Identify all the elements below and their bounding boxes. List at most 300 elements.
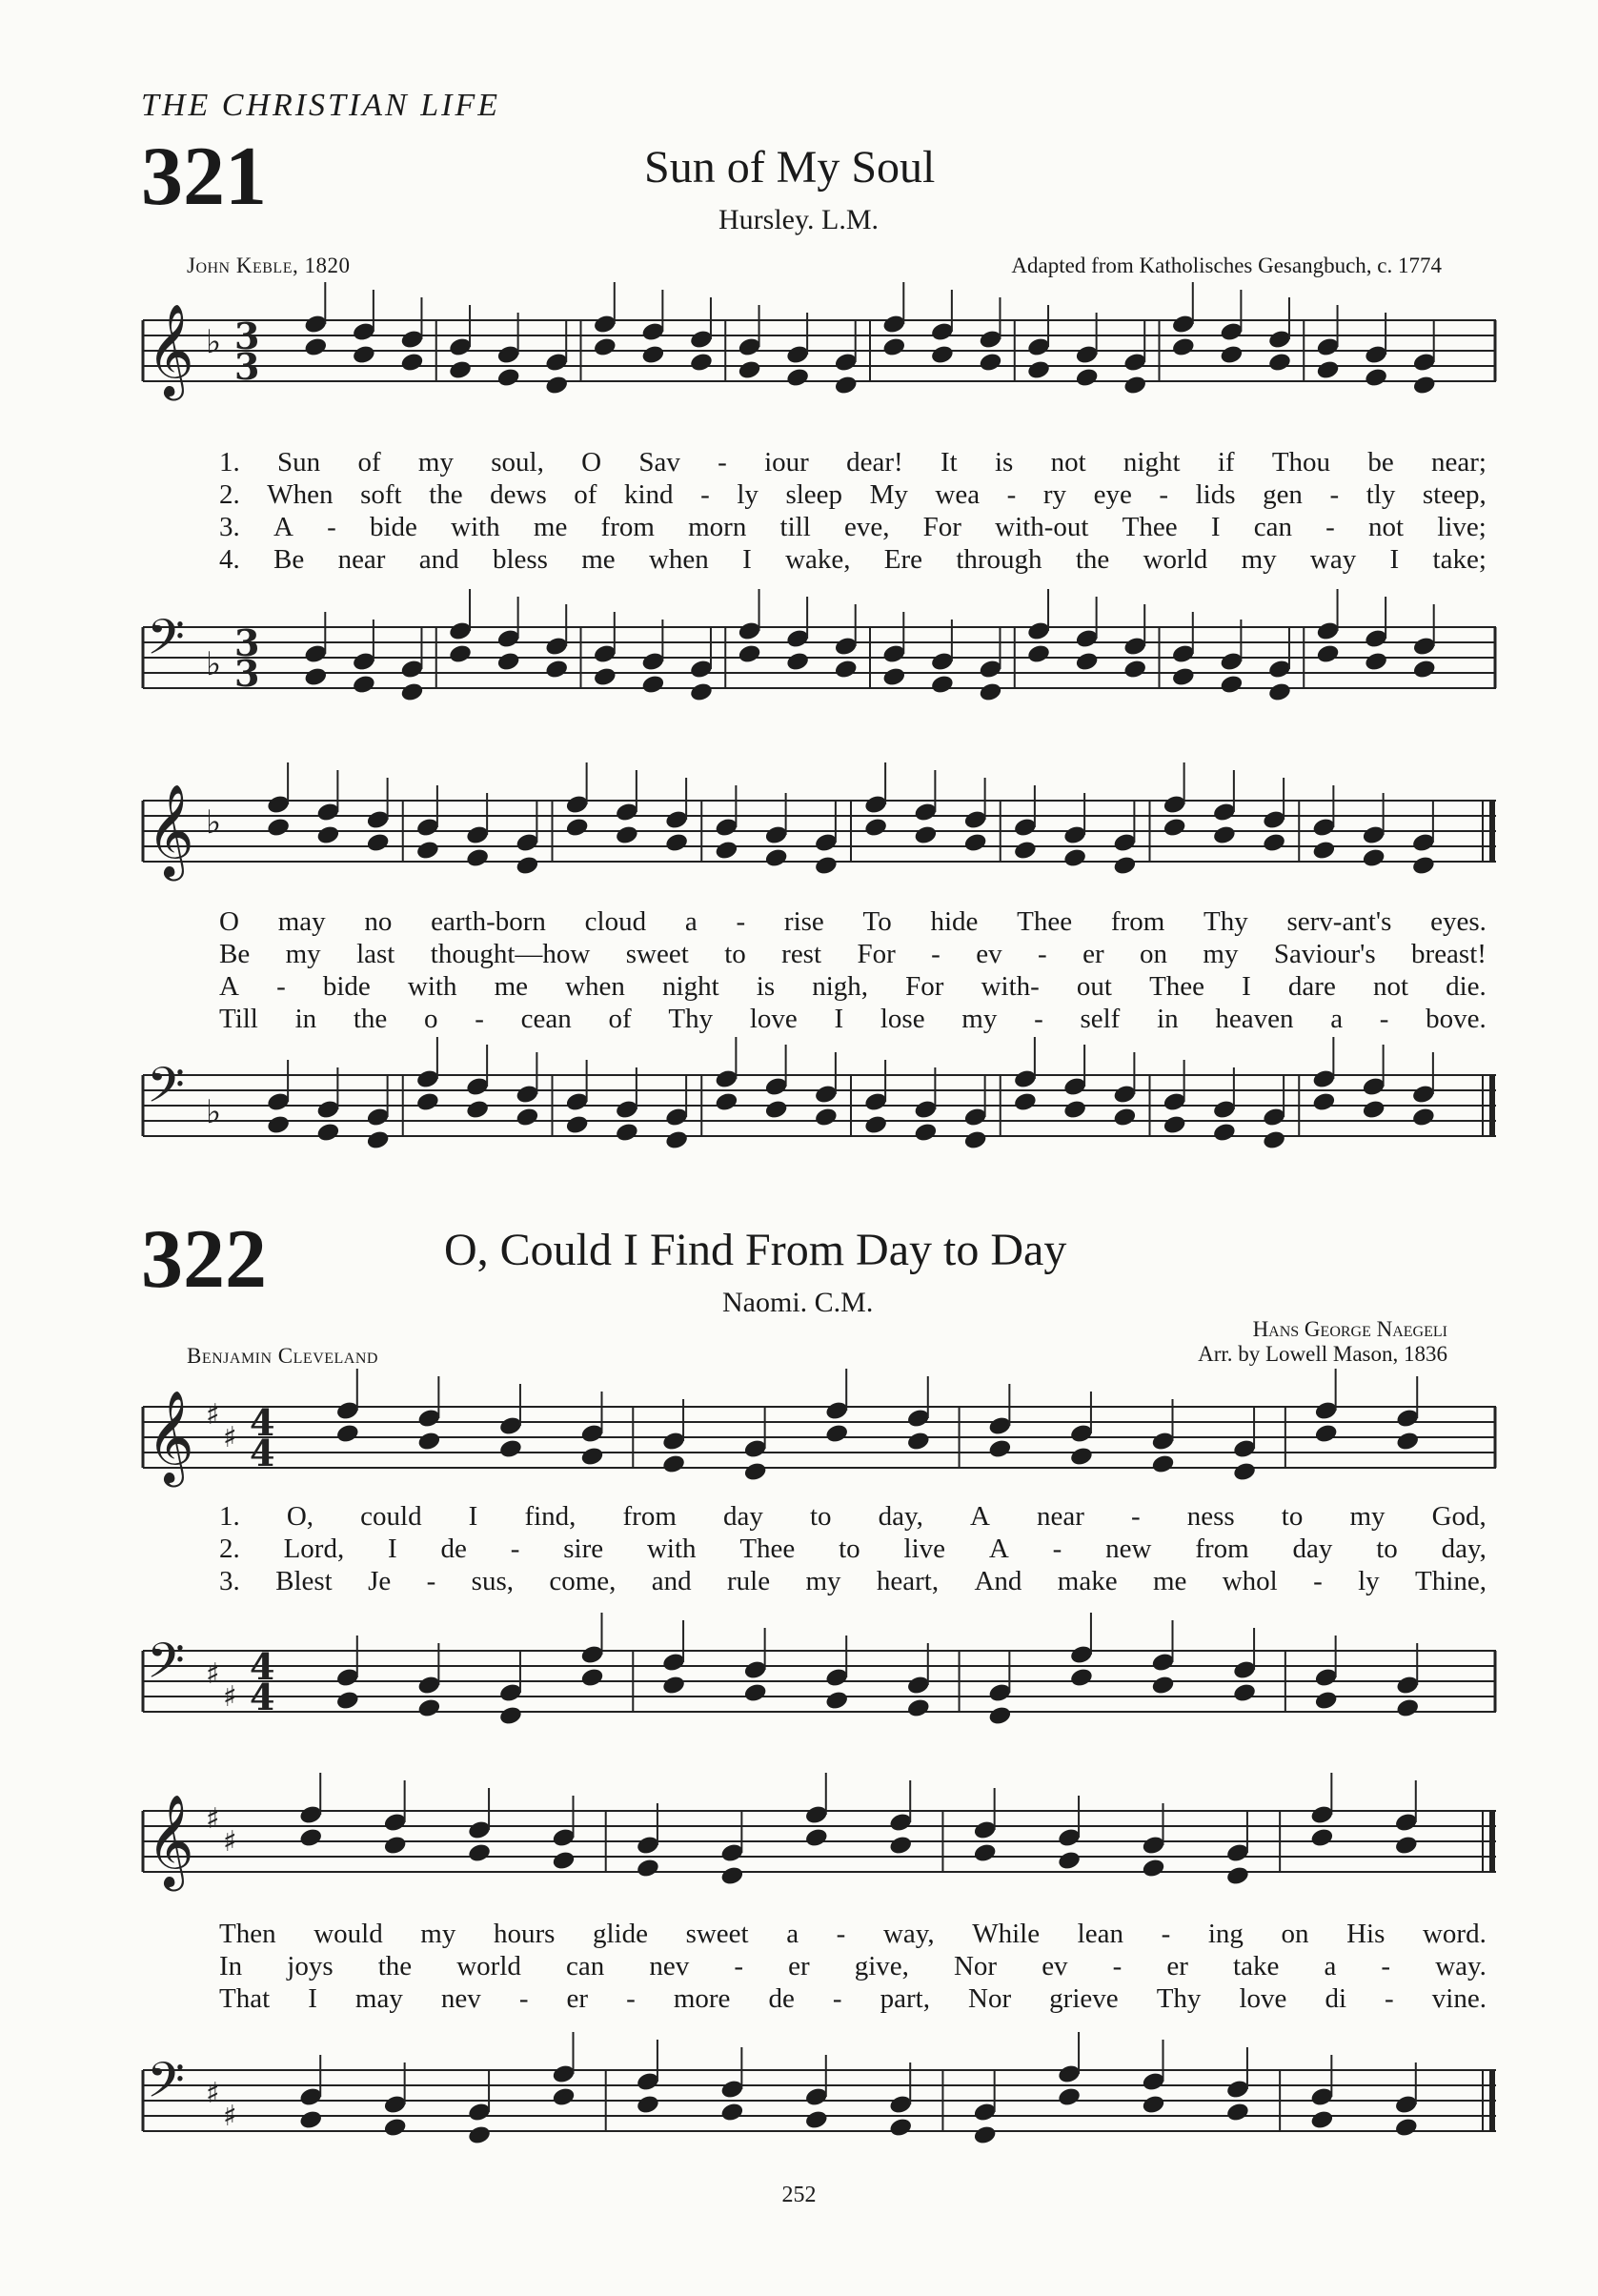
notehead [352,344,376,366]
lyric-word: glide [592,1919,648,1949]
notehead [978,352,1002,374]
staff-drawing [143,303,1496,398]
flat-icon: ♭ [206,323,222,361]
notehead [1069,1446,1094,1468]
lyrics-block [219,905,1487,1035]
lyrics-block [219,1500,1487,1597]
lyric-word: I [308,1983,317,2014]
lyric-word: 2. [219,1534,240,1564]
lyric-word: - [718,447,727,477]
lyric-word: live [903,1534,946,1564]
notehead [640,674,665,696]
lyric-word: lose [880,1004,925,1034]
sharp-icon: ♯ [223,1421,237,1454]
notehead [636,1858,660,1879]
lyric-word: to [839,1534,860,1564]
lyric-word: till [779,512,811,542]
notehead [1069,1667,1094,1689]
lyric-word: could [360,1501,422,1532]
lyric-word: Nor [968,1983,1012,2014]
lyric-word: nev [649,1951,690,1981]
lyric-word: ev [976,939,1002,969]
lyric-word: dare [1287,971,1336,1002]
notehead [930,344,955,366]
time-signature-bottom: 3 [234,652,260,695]
notehead [1394,2117,1419,2139]
lyric-word: O [219,906,239,937]
notehead [863,817,888,839]
treble-staff [143,1390,1496,1483]
lyric-word: a [1324,1951,1337,1981]
lyric-word: world [1143,544,1208,575]
lyric-word: Lord, [283,1534,345,1564]
notehead [640,344,665,366]
lyric-word: bless [492,544,548,575]
lyric-word: me [533,512,568,542]
lyric-word: from [1110,906,1165,937]
lyric-word: word. [1422,1919,1487,1949]
notehead [496,651,521,673]
lyric-word: give, [854,1951,909,1981]
lyric-word: ly [1358,1566,1380,1596]
lyric-word: near [337,544,386,575]
lyric-word: I [1242,971,1251,1002]
lyric-word: to [809,1501,832,1532]
lyric-word: For [905,971,944,1002]
notehead [1141,2094,1165,2116]
notehead [1311,1091,1336,1113]
lyric-word: with [407,971,457,1002]
notehead [465,847,490,869]
sharp-icon: ♯ [223,2100,237,2133]
lyric-word: to [1376,1534,1398,1564]
notehead [1362,847,1386,869]
lyric-word: me [494,971,528,1002]
lyric-word: - [1385,1983,1394,2014]
lyric-line [219,511,1487,543]
lyric-word: find, [524,1501,576,1532]
lyric-word: sire [563,1534,604,1564]
notehead [1171,666,1196,688]
lyric-word: - [276,971,286,1002]
lyric-word: A [273,512,293,542]
lyric-word: from [1195,1534,1249,1564]
notehead [1212,1122,1237,1144]
lyric-word: nigh, [812,971,869,1002]
lyric-word: bide [322,971,371,1002]
lyric-word: to [1281,1501,1304,1532]
notehead [824,1423,849,1445]
notehead [987,1438,1012,1460]
lyric-word: the [377,1951,413,1981]
notehead [689,352,714,374]
lyric-word: - [510,1534,520,1564]
lyric-word: o [424,1004,438,1034]
lyric-word: my [420,1919,456,1949]
notehead [1062,1099,1087,1121]
lyric-word: Ere [883,544,923,575]
lyric-word: with-out [995,512,1089,542]
lyric-word: hide [930,906,979,937]
lyric-word: 2. [219,479,240,510]
bass-staff [143,1056,1496,1136]
lyric-word: Saviour's [1273,939,1376,969]
lyric-word: Then [219,1919,276,1949]
notehead [814,1107,839,1128]
lyric-word: I [1389,544,1400,575]
lyric-word: O [581,447,602,477]
notehead [814,855,839,877]
bass-clef-icon: 𝄢 [147,1056,185,1126]
lyric-word: my [285,939,321,969]
lyric-word: sweet [685,1919,749,1949]
lyric-word: no [364,906,393,937]
lyric-word: love [1239,1983,1287,2014]
lyric-word: serv-ant's [1286,906,1392,937]
notehead [804,2109,829,2131]
notehead [963,1129,988,1151]
notehead [978,681,1002,703]
sharp-icon: ♯ [223,1680,237,1714]
treble-clef-icon: 𝄞 [147,303,194,396]
notehead [415,840,440,862]
notehead [335,1690,360,1712]
notehead [834,375,859,396]
lyric-word: I [468,1501,478,1532]
lyric-word: - [832,1983,842,2014]
notehead [785,651,810,673]
notehead [1026,643,1051,665]
notehead [973,2124,998,2146]
notehead [888,1835,913,1857]
lyric-word: ry [1042,479,1067,510]
notehead [593,666,617,688]
time-signature-bottom: 4 [250,1432,275,1474]
lyric-word: - [1161,1919,1171,1949]
lyric-word: near; [1430,447,1487,477]
lyric-word: me [1152,1566,1187,1596]
notehead [906,1431,931,1453]
lyric-word: heart, [876,1566,940,1596]
lyric-word: love [749,1004,798,1034]
lyric-word: the [353,1004,388,1034]
notehead [743,1682,768,1704]
lyric-word: While [972,1919,1041,1949]
lyrics-block [219,1918,1487,2015]
lyric-word: - [1038,939,1047,969]
notehead [1225,1865,1250,1887]
staff-drawing [143,608,1496,705]
lyric-word: joys [287,1951,334,1981]
lyric-word: day, [878,1501,923,1532]
lyric-word: hours [493,1919,556,1949]
notehead [1314,1423,1339,1445]
lyric-word: Thou [1271,447,1331,477]
page-number: 252 [781,2183,817,2207]
lyric-word: ev [1042,1951,1068,1981]
notehead [1315,359,1340,381]
lyric-word: er [1166,1951,1188,1981]
lyric-word: - [1159,479,1169,510]
notehead [1364,367,1388,389]
hymn-title: O, Could I Find From Day to Day [444,1225,1067,1275]
lyric-word: soul, [491,447,544,477]
staff-drawing [143,2051,1496,2148]
lyric-word: - [475,1004,484,1034]
lyric-word: my [1241,544,1277,575]
lyric-word: ing [1207,1919,1244,1949]
lyric-word: God, [1431,1501,1487,1532]
lyric-word: cean [520,1004,572,1034]
lyric-word: - [426,1566,436,1596]
lyric-word: sweet [625,939,689,969]
notehead [913,1122,938,1144]
composer-credit: Arr. by Lowell Mason, 1836 [1198,1342,1447,1366]
lyric-word: new [1105,1534,1152,1564]
lyric-word: bove. [1426,1004,1487,1034]
lyric-word: come, [549,1566,617,1596]
staff-drawing [143,783,1496,879]
lyric-word: of [608,1004,632,1034]
lyric-line [219,1918,1487,1950]
lyric-word: 4. [219,544,240,575]
lyric-word: - [931,939,941,969]
lyric-word: when [565,971,625,1002]
lyric-word: if [1217,447,1235,477]
lyric-line [219,1565,1487,1597]
lyric-word: - [1052,1534,1062,1564]
lyric-word: die. [1446,971,1487,1002]
notehead [930,674,955,696]
lyric-word: - [1379,1004,1389,1034]
notehead [544,375,569,396]
sharp-icon: ♯ [206,1398,220,1432]
notehead [1309,2109,1334,2131]
notehead [719,1865,744,1887]
notehead [1225,2102,1250,2123]
notehead [448,643,473,665]
lyrics-block [219,446,1487,576]
lyric-word: And [974,1566,1022,1596]
lyric-word: Blest [275,1566,333,1596]
lyric-line [219,970,1487,1003]
notehead [1395,1697,1420,1719]
notehead [1075,651,1100,673]
notehead [661,1453,686,1475]
music-system [143,1792,1496,2173]
notehead [615,1122,639,1144]
notehead [1412,659,1437,681]
lyric-word: In [219,1951,243,1981]
lyric-word: take [1233,1951,1280,1981]
hymn-title: Sun of My Soul [644,142,936,193]
notehead [1150,1453,1175,1475]
composer-credit: Hans George Naegeli [1252,1317,1447,1341]
lyric-word: sleep [785,479,843,510]
lyric-line [219,1500,1487,1533]
lyric-word: way, [882,1919,935,1949]
lyric-word: day [722,1501,763,1532]
lyric-word: earth-born [431,906,546,937]
lyric-word: lids [1195,479,1236,510]
lyric-word: - [1034,1004,1043,1034]
notehead [593,336,617,358]
lyric-word: Je [368,1566,392,1596]
lyric-word: grieve [1049,1983,1119,2014]
notehead [1395,1431,1420,1453]
notehead [399,681,424,703]
lyric-word: rest [781,939,822,969]
lyric-line [219,1533,1487,1565]
notehead [1075,367,1100,389]
lyric-word: 3. [219,512,240,542]
lyric-word: er [788,1951,810,1981]
notehead [664,832,689,854]
lyric-word: not [1050,447,1086,477]
lyric-word: part, [880,1983,930,2014]
notehead [366,1129,391,1151]
notehead [1267,352,1292,374]
notehead [714,840,738,862]
treble-clef-icon: 𝄞 [147,1794,194,1887]
lyric-word: - [518,1983,529,2014]
notehead [579,1446,604,1468]
lyric-word: - [734,1951,743,1981]
lyric-word: steep, [1422,479,1487,510]
treble-staff [143,303,1496,396]
notehead [1411,855,1436,877]
lyric-word: - [327,512,336,542]
notehead [804,1827,829,1849]
notehead [366,832,391,854]
notehead [1062,847,1087,869]
lyric-word: more [673,1983,731,2014]
notehead [863,1114,888,1136]
lyric-word: - [1381,1951,1391,1981]
notehead [266,817,291,839]
notehead [335,1423,360,1445]
tune-name: Hursley. L.M. [718,204,880,235]
lyric-word: To [862,906,892,937]
lyric-word: from [600,512,655,542]
notehead [1412,375,1437,396]
lyric-word: Be [219,939,251,969]
notehead [664,1129,689,1151]
bass-staff [143,2051,1496,2133]
notehead [1112,855,1137,877]
notehead [352,674,376,696]
notehead [565,1114,590,1136]
notehead [785,367,810,389]
lyric-word: A [988,1534,1009,1564]
lyric-line [219,938,1487,970]
lyric-word: eve, [843,512,890,542]
lyric-word: 1. [219,447,240,477]
lyric-word: to [724,939,746,969]
flat-icon: ♭ [206,803,222,842]
lyric-word: vine. [1431,1983,1487,2014]
notehead [661,1675,686,1697]
lyric-word: de [440,1534,467,1564]
notehead [764,847,789,869]
lyric-word: in [1157,1004,1179,1034]
lyric-word: wea [935,479,981,510]
lyric-word: di [1325,1983,1346,2014]
notehead [973,1842,998,1864]
notehead [1311,840,1336,862]
lyric-word: of [357,447,381,477]
notehead [1026,359,1051,381]
lyric-word: near [1036,1501,1084,1532]
lyric-word: a [1330,1004,1344,1034]
notehead [498,1438,523,1460]
lyric-word: not [1368,512,1405,542]
lyric-word: - [1325,512,1335,542]
lyric-word: live; [1437,512,1487,542]
notehead [399,352,424,374]
notehead [1212,824,1237,846]
lyric-word: self [1080,1004,1121,1034]
time-signature-bottom: 4 [250,1676,275,1718]
lyric-word: way. [1435,1951,1487,1981]
lyric-word: dear! [846,447,903,477]
treble-staff [143,1794,1496,1887]
treble-clef-icon: 𝄞 [147,783,194,877]
lyric-word: with [646,1534,697,1564]
lyric-word: de [768,1983,795,2014]
notehead [1150,1675,1175,1697]
lyric-word: take; [1432,544,1487,575]
lyric-word: and [418,544,459,575]
lyric-word: with- [981,971,1040,1002]
hymn-number: 321 [141,131,267,223]
lyric-word: I [834,1004,844,1034]
lyric-word: with [451,512,500,542]
lyric-word: O, [286,1501,314,1532]
lyric-word: bide [369,512,417,542]
notehead [1262,832,1286,854]
lyric-word: - [736,906,746,937]
music-system [143,782,1496,1201]
time-signature-top: 4 [250,1645,275,1688]
lyric-word: sus, [471,1566,514,1596]
notehead [1232,1461,1257,1483]
lyric-word: would [314,1919,383,1949]
notehead [579,1667,604,1689]
sharp-icon: ♯ [206,2077,220,2110]
bass-clef-icon: 𝄢 [147,608,185,678]
flat-icon: ♭ [206,645,222,683]
lyric-word: heaven [1215,1004,1294,1034]
music-system [143,301,1496,740]
notehead [1123,659,1147,681]
lyric-word: nev [440,1983,481,2014]
notehead [298,2109,323,2131]
lyric-word: my [805,1566,841,1596]
lyric-word: gen [1263,479,1303,510]
lyric-word: A [969,1501,990,1532]
notehead [303,666,328,688]
notehead [1013,1091,1038,1113]
lyric-word: not [1372,971,1408,1002]
lyric-word: A [219,971,239,1002]
lyric-word: My [869,479,908,510]
lyric-word: Thy [1204,906,1248,937]
notehead [551,1850,576,1872]
author-credit: Benjamin Cleveland [187,1344,378,1368]
hymn-number: 322 [141,1213,267,1306]
lyric-word: the [1075,544,1110,575]
